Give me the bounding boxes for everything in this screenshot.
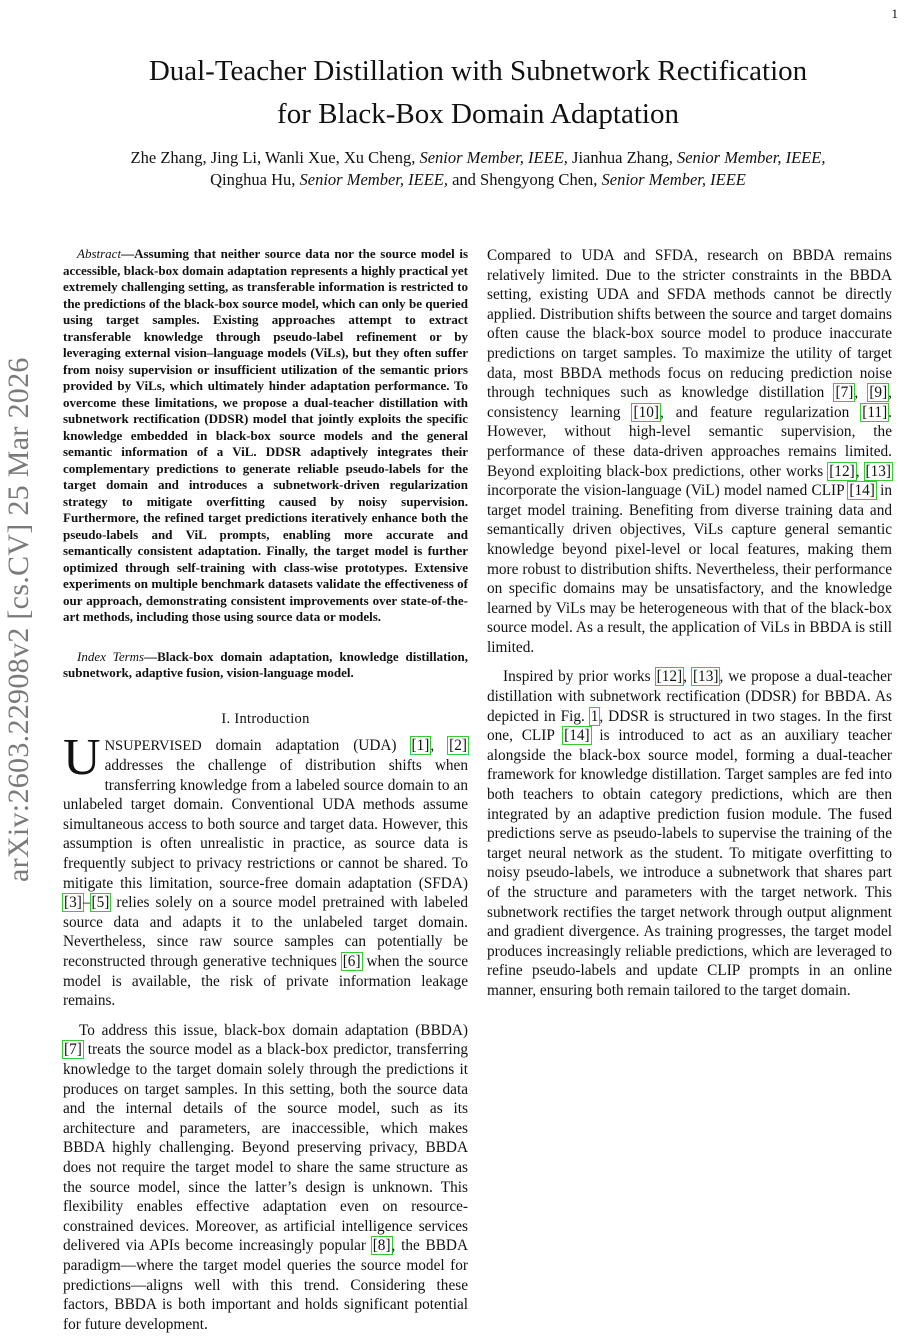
citation-link[interactable]: [1] — [411, 736, 430, 754]
text-span: , consistency learning — [487, 384, 892, 421]
author-role-2: Senior Member, IEEE, — [676, 148, 826, 167]
citation-link[interactable]: [12] — [656, 668, 683, 686]
text-span: , — [683, 668, 692, 686]
left-column — [63, 246, 468, 1344]
citation-link[interactable]: [9] — [869, 384, 888, 402]
text-span: . However, without high-level semantic supervision, the performance of these data-driven approaches remains limited. Beyond exploiting black-box predictions, other works — [487, 403, 892, 480]
abstract-label: Abstract — [77, 246, 122, 261]
figure-link[interactable]: 1 — [590, 707, 599, 725]
index-terms-label: Index Terms — [77, 648, 145, 664]
right-column — [487, 246, 892, 1011]
text-span: relies solely on a source model pretrained with labeled source data and adapts it to the unlabeled target domain. Nevertheless, since raw source samples can potentially be reconstructed through generative techniques — [63, 894, 468, 971]
paragraph-2 — [63, 1021, 468, 1335]
page-number: 1 — [891, 6, 898, 21]
citation-link[interactable]: [6] — [342, 953, 361, 971]
author-role-4: Senior Member, IEEE — [601, 170, 746, 189]
citation-link[interactable]: [7] — [64, 1041, 82, 1059]
paper-title — [80, 50, 876, 136]
text-span: in target model training. Benefiting from diverse training data and semantically driven objectives, ViLs capture general semantic knowledge beyond pixel-level or local features, making them more robust to distribution shifts. Nevertheless, their performance on specific domains may be unsatisfactory, and the knowledge learned by ViLs may be heterogeneous with that of the black-box source model. As a result, the application of ViLs in BBDA is still limited. — [487, 482, 892, 656]
author-role-1: Senior Member, IEEE, — [419, 148, 568, 167]
paragraph-1 — [63, 728, 468, 1011]
text-span: To address this issue, black-box domain adaptation (BBDA) — [79, 1021, 468, 1039]
citation-link[interactable]: [11] — [862, 403, 888, 421]
text-span: treats the source model as a black-box predictor, transferring knowledge to the target domain solely through the predictions it produces on target samples. In this setting, both the source data and the internal details of the source model, such as its architecture and parameters, are inaccessible, which makes BBDA highly challenging. Beyond preserving privacy, BBDA does not require the target model to share the same structure as the source model, since the latter’s design is unknown. This flexibility enables effective adaptation even on resource-constrained devices. Moreover, as artificial intelligence services delivered via APIs become increasingly popular — [63, 1041, 468, 1255]
section-number: I. — [221, 710, 231, 727]
index-terms-text: —Black-box domain adaptation, knowledge distillation, subnetwork, adaptive fusion, vision-language model. — [63, 648, 469, 680]
text-span: – — [82, 894, 91, 912]
citation-link[interactable]: [14] — [564, 727, 590, 745]
text-span: when the source model is available, the risk of private information leakage remains. — [63, 953, 468, 1010]
author-group-3: Qinghua Hu, — [210, 170, 296, 189]
citation-link[interactable]: [3] — [64, 894, 82, 912]
author-group-4: and Shengyong Chen, — [452, 170, 598, 189]
author-role-3: Senior Member, IEEE, — [299, 170, 448, 189]
index-terms — [63, 649, 468, 682]
paragraph-4 — [487, 667, 892, 1000]
text-span: addresses the challenge of distribution shifts when transferring knowledge from a labeled source domain to an unlabeled target domain. Conventional UDA methods assume simultaneous access to both source and target data. However, this assumption is often unrealistic in practice, as source data is frequently subject to privacy restrictions or cannot be shared. To mitigate this limitation, source-free domain adaptation (SFDA) — [63, 757, 468, 892]
text-span: Compared to UDA and SFDA, research on BBDA remains relatively limited. Due to the stricter constraints in the BBDA setting, existing UDA and SFDA methods cannot be directly applied. Distribution shifts between the source and target domains often cause the black-box source model to produce inaccurate predictions on target samples. To maximize the utility of target data, most BBDA methods focus on reducing prediction noise through techniques such as knowledge distillation — [487, 247, 892, 402]
title-line-1: Dual-Teacher Distillation with Subnetwork Rectification — [148, 55, 808, 87]
citation-link[interactable]: [8] — [372, 1237, 391, 1255]
text-span: , DDSR is structured in two stages. In the first one, CLIP — [487, 707, 892, 745]
abstract — [63, 246, 468, 626]
author-group-1: Zhe Zhang, Jing Li, Wanli Xue, Xu Cheng, — [130, 148, 416, 167]
text-span: , — [855, 462, 865, 480]
abstract-text: —Assuming that neither source data nor the source model is accessible, black-box domain adaptation represents a highly practical yet extremely challenging setting, as transferable information is restricted to the predictions of the black-box source model, which can only be queried using target samples. Existing approaches attempt to extract transferable knowledge through pseudo-label refinement or by leveraging external vision–language models (ViLs), but they often suffer from noisy supervision or insufficient utilization of the semantic priors provided by ViLs, which ultimately hinder adaptation performance. To overcome these limitations, we propose a dual-teacher distillation with subnetwork rectification (DDSR) model that jointly exploits the specific knowledge embedded in black-box source models and the general semantic information of a ViL. DDSR adaptively integrates their complementary predictions to generate reliable pseudo-labels for the target domain and introduces a subnetwork-driven regularization strategy to mitigate overfitting caused by noisy supervision. Furthermore, the refined target predictions iteratively enhance both the pseudo-labels and ViL prompts, enabling more accurate and semantically consistent adaptation. Finally, the target model is further optimized through self-training with class-wise prototypes. Extensive experiments on multiple benchmark datasets validate the effectiveness of our approach, demonstrating consistent improvements over state-of-the-art methods, including those using source data or models. — [63, 246, 468, 624]
author-group-2: Jianhua Zhang, — [572, 148, 673, 167]
citation-link[interactable]: [13] — [692, 668, 719, 686]
citation-link[interactable]: [12] — [829, 462, 855, 480]
drop-cap: U — [63, 728, 101, 786]
citation-link[interactable]: [14] — [849, 482, 875, 500]
title-line-2: for Black-Box Domain Adaptation — [277, 98, 679, 130]
text-span: incorporate the vision-language (ViL) model named CLIP — [487, 482, 849, 500]
citation-link[interactable]: [2] — [449, 736, 467, 754]
citation-link[interactable]: [10] — [633, 403, 659, 421]
paragraph-3 — [487, 246, 892, 657]
paragraph-lead-word: NSUPERVISED — [104, 737, 202, 754]
text-span: Inspired by prior works — [503, 668, 656, 686]
citation-link[interactable]: [13] — [865, 462, 891, 480]
section-heading — [63, 711, 468, 728]
section-title: Introduction — [234, 710, 310, 727]
citation-link[interactable]: [5] — [91, 894, 110, 912]
author-list — [60, 147, 896, 191]
text-span: , — [430, 736, 449, 754]
text-span: , the BBDA paradigm—where the target model queries the source model for predictions—aligns well with this trend. Considering these factors, BBDA is both important and holds significant potential for future development. — [63, 1237, 468, 1333]
citation-link[interactable]: [7] — [835, 384, 854, 402]
text-span: is introduced to act as an auxiliary teacher alongside the black-box source model, forming a dual-teacher framework for knowledge distillation. Target samples are fed into both teachers to obtain category predictions, which are then integrated by an adaptive prediction fusion module. The fused predictions serve as pseudo-labels to supervise the training of the target neural network as the student. To mitigate overfitting to noisy pseudo-labels, we introduce a subnetwork that shares part of the structure and parameters with the target network. This subnetwork rectifies the target network through output alignment and gradient divergence. As training progresses, the target model produces increasingly reliable predictions, which are leveraged to refine pseudo-labels and update CLIP prompts in an online manner, ensuring both remain tailored to the target domain. — [487, 727, 893, 999]
text-span: , we propose a dual-teacher distillation with subnetwork rectification (DDSR) for BBDA. As depicted in Fig. — [487, 668, 892, 725]
text-span: , and feature regularization — [659, 403, 862, 421]
text-span: , — [854, 384, 869, 402]
arxiv-stamp: arXiv:2603.22908v2 [cs.CV] 25 Mar 2026 — [2, 357, 35, 883]
text-span: domain adaptation (UDA) — [201, 736, 411, 754]
